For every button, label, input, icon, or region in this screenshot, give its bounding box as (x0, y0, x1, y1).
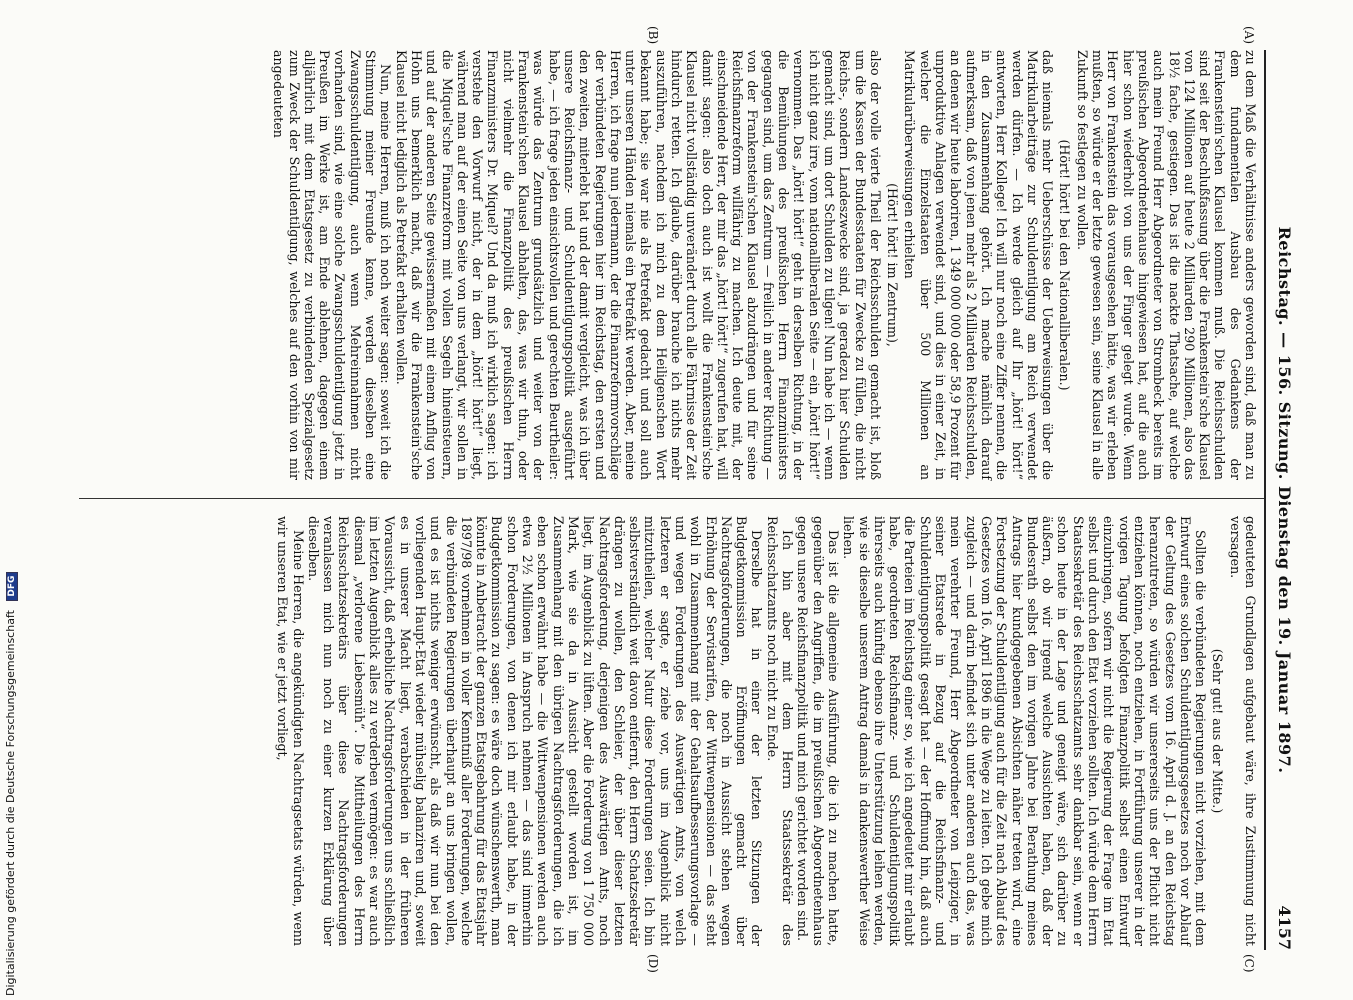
interjection: (Hört! hört! bei den Nationalliberalen.) (1057, 139, 1073, 391)
page-number: 4157 (1275, 905, 1294, 950)
paragraph: Nun, meine Herren, muß ich noch weiter sagen: soweit ich die Stimmung meiner Freunde kenne, werden dieselben eine Zwangsschuldentilgung, auch wenn Mehreinnahmen nicht vorhanden sind, wie eine solche Zwangsschuldentilgung jetzt in Preußen im Werke ist, am Ende ablehnen, dagegen einem alljährlich mit dem Etatsgesetz zu verbindenden Spezialgesetz zum Zweck der Schuldentilgung, welches auf den vorhin von mir angedeuteten (271, 50, 394, 480)
paragraph: zu dem Maß die Verhältnisse anders geworden sind, daß man zu dem fundamentalen Ausbau des Gedankens der Frankenstein'schen Klausel kommen muß. Die Reichsschulden sind seit der Beschlußfassung über die Frankenstein'sche Klausel von 124 Millionen auf heute 2 Milliarden 290 Millionen, also das 18½ fache, gestiegen. Das ist die nackte Thatsache, auf welche auch mein Freund Herr Abgeordneter von Strombeck bereits im preußischen Abgeordnetenhause hingewiesen hat, auf die auch hier schon wiederholt von uns der Finger gelegt wurde. Wenn Herr von Frankenstein das vorausgesehen hätte, was wir erleben mußten, so würde er der letzte gewesen sein, seine Klausel in alle Zukunft so festlegen zu wollen. (1074, 50, 1258, 480)
margin-mark-b: (B) (646, 26, 660, 45)
page-header (1266, 50, 1300, 950)
paragraph: Sollten die verbündeten Regierungen nicht vorziehen, mit dem Entwurf eines solchen Schuldentilgungsgesetzes noch vor Ablauf der Geltung des Gesetzes vom 16. April d. J. an den Reichstag heranzutreten, so würden wir unsererseits uns der Pflicht nicht entziehen können, noch entziehen, in Fortführung unserer in der vorigen Tagung befolgten Finanzpolitik selbst einen Entwurf einzubringen, sofern wir nicht die Regierung der Frage im Etat selbst und durch den Etat vorziehen sollten. Ich würde dem Herrn Staatssekretär des Reichsschatzamts sehr dankbar sein, wenn er schon heute in der Lage und geneigt wäre, sich darüber zu äußern, ob wir irgend welche Aussichten haben, daß der Bundesrath selbst den im vorigen Jahre bei Berathung meines Antrags hier kundgegebenen Absichten näher treten wird, eine Fortsetzung der Schuldentilgung auch für die Zeit nach Ablauf des Gesetzes vom 16. April 1896 in die Wege zu leiten. Ich gebe mich zugleich — und darin befindet sich unter anderen auch das, was mein verehrter Freund, Herr Abgeordneter von Leipziger, in seiner Etatsrede in Bezug auf die Reichsfinanz- und Schuldentilgungspolitik gesagt hat — der Hoffnung hin, daß auch die Parteien im Reichstag einer so, wie ich angedeutet mir erlaubt habe, geordneten Reichsfinanz- und Schuldentilgungspolitik ihrerseits auch künftig ebenso ihre Unterstützung leihen werden, wie sie dieselbe unserem Antrag damals in dankenswerther Weise liehen. (841, 516, 1209, 946)
running-header: Reichstag. — 156. Sitzung. Dienstag den 19. Januar 1897. (1275, 226, 1294, 774)
paragraph: also der volle vierte Theil der Reichsschulden gemacht ist, bloß um die Kassen der Bundesstaaten für Zwecke zu füllen, die nicht Reichs-, sondern Landeszwecke sind, ja geradezu hier Schulden gemacht sind, um dort Schulden zu tilgen! Nun habe ich — wenn ich nicht ganz irre, vom nationalliberalen Seite — ein „hört! hört!“ vernommen. Das „hört! hört!“ geht in derselben Richtung, in der die Bemühungen des preußischen Herrn Finanzministers gegangen sind, um das Zentrum — freilich in anderer Richtung — von der Frankenstein'schen Klausel abzudrängen und für seine Reichsfinanzreform willfährig zu machen. Ich deute mit, der einschneidende Herr, der mir das „hört! hört!“ zugerufen hat, will damit sagen: also doch auch ist wollt die Frankenstein'sche Klausel nicht vollständig unverändert durch alle Fährnisse der Zeit hindurch retten. Ich glaube, darüber brauche ich nichts mehr auszuführen, nachdem ich mich zu dem Heiligenschen Wort bekannt habe; sie war nie als Petrefakt gedacht und soll auch unter unseren Händen niemals ein Petrefakt werden. Aber, meine Herren, ich frage nun jedermann, der die Finanzreformvorschläge der verbündeten Regierungen hier im Reichstag, den ersten und den zweiten, miterlebt hat und der damit vergleicht, was ich über unsere Reichsfinanz- und Schuldentilgungspolitik ausgeführt habe, — ich frage jeden einsichtsvollen und gerechten Beurtheiler: was würde das Zentrum grundsätzlich und weiter von der Frankenstein'schen Klausel abhalten, das, was wir thun, oder nicht vielmehr die Finanzpolitik des preußischen Herrn Finanzministers Dr. Miquel? Und da muß ich wirklich sagen: ich verstehe den Vorwurf nicht, der in dem „hört! hört!“ liegt, während man auf der einen Seite von uns verlangt, wir sollen in die Miquel'sche Finanzreform mit vollen Segeln hineinsteuern, und auf der anderen Seite gewissermaßen mit einem Anflug von Hohn uns bemerklich macht, daß wir die Frankenstein'sche Klausel nicht lediglich als Petrefakt erhalten wollen. (393, 50, 883, 480)
margin-mark-a: (A) (1242, 26, 1256, 45)
column-divider (79, 498, 1264, 499)
paragraph: Derselbe hat in einer der letzten Sitzungen der Budgetkommission Eröffnungen gemacht über Nachtragsforderungen, die noch in Aussicht stehen wegen Erhöhung der Servistarifen, der Wittwenpensionen — das steht wohl in Zusammenhang mit der Gehaltsaufbesserungsvorlage — und wegen Forderungen des Auswärtigen Amts, von welch letzteren er sagte, er ziehe vor, uns im Augenblick nicht mitzutheilen, welcher Natur diese Forderungen seien. Ich bin selbstverständlich weit davon entfernt, den Herrn Schatzsekretär drängen zu wollen, den Schleier, der über dieser letzten Nachtragsforderung, derjenigen des Auswärtigen Amts, noch liegt, im Augenblick zu lüften. Aber die Forderung von 1 750 000 Mark, wie sie da in Aussicht gestellt worden ist, im Zusammenhang mit den übrigen Nachtragsforderungen, die ich eben schon erwähnt habe — die Wittwenpensionen werden auch etwa 2½ Millionen in Anspruch nehmen — das sind immerhin schon Forderungen, von denen ich mir erlaubt habe, in der Budgetkommission zu sagen: es wäre doch wünschenswerth, man könnte in Anbetracht der ganzen Etatsgebahrung für das Etatsjahr 1897/98 vornehmen in voller Kenntniß aller Forderungen, welche die verbündeten Regierungen überhaupt an uns bringen wollen, und es ist nichts weniger erwünscht, als daß wir nun bei den vorliegenden Haupt-Etat wieder mühselig balanziren und, soweit es in unserer Macht liegt, verabschieden in der früheren Voraussicht, daß erhebliche Nachtragsforderungen uns schließlich im letzten Augenblick alles zu verderben vermögen: es war auch diesmal „verlorene Liebesmüh“. Die Mittheilungen des Herrn Reichsschatzsekretärs über diese Nachtragsforderungen veranlassen mich nun noch zu einer kurzen Erklärung über dieselben. (305, 516, 765, 946)
paragraph: gedeuteten Grundlagen aufgebaut wäre, ihre Zustimmung nicht versagen. (1227, 516, 1258, 946)
right-column (275, 516, 1258, 946)
interjection: (Sehr gut! aus der Mitte.) (1210, 648, 1226, 814)
paragraph: Das ist die allgemeine Ausführung, die ich zu machen hatte, gegenüber den Angriffen, die im preußischen Abgeordnetenhaus gegen unsere Reichsfinanzpolitik und mich gerichtet worden sind. (795, 516, 841, 946)
digitization-credit (4, 6, 18, 996)
dfg-logo: DFG (6, 572, 18, 601)
paragraph: Meine Herren, die angekündigten Nachtragsetats würden, wenn wir unseren Etat, wie er jetzt vorliegt, (275, 516, 306, 946)
margin-mark-c: (C) (1242, 954, 1256, 973)
paragraph: Ich bin aber mit dem Herrn Staatssekretär des Reichsschatzamts noch nicht zu Ende. (764, 516, 796, 946)
paragraph: daß niemals mehr Ueberschüsse der Ueberweisungen über die Matrikularbeiträge zur Schuldentilgung am Reich verwendet werden dürfen. — Ich werde gleich auf Ihr „hört! hört!“ antworten, Herr Kollege! Ich will nur noch eine Ziffer nennen, die in den Zusammenhang gehört. Ich mache nämlich darauf aufmerksam, daß von jenen mehr als 2 Milliarden Reichsschulden, an denen wir heute laboriren, 1 349 000 000 oder 58,9 Prozent für unproduktive Anlagen verwendet sind, und dies in einer Zeit, in welcher die Einzelstaaten über 500 Millionen an Matrikularüberweisungen erhielten (902, 50, 1056, 480)
digitization-text: Digitalisierung gefördert durch die Deutsche Forschungsgemeinschaft (4, 610, 17, 996)
header-rule (1264, 50, 1266, 950)
rotated-page-content (60, 26, 1300, 973)
left-column (271, 50, 1258, 480)
interjection: (Hört! hört! im Zentrum), (885, 183, 901, 347)
margin-mark-d: (D) (646, 954, 660, 973)
